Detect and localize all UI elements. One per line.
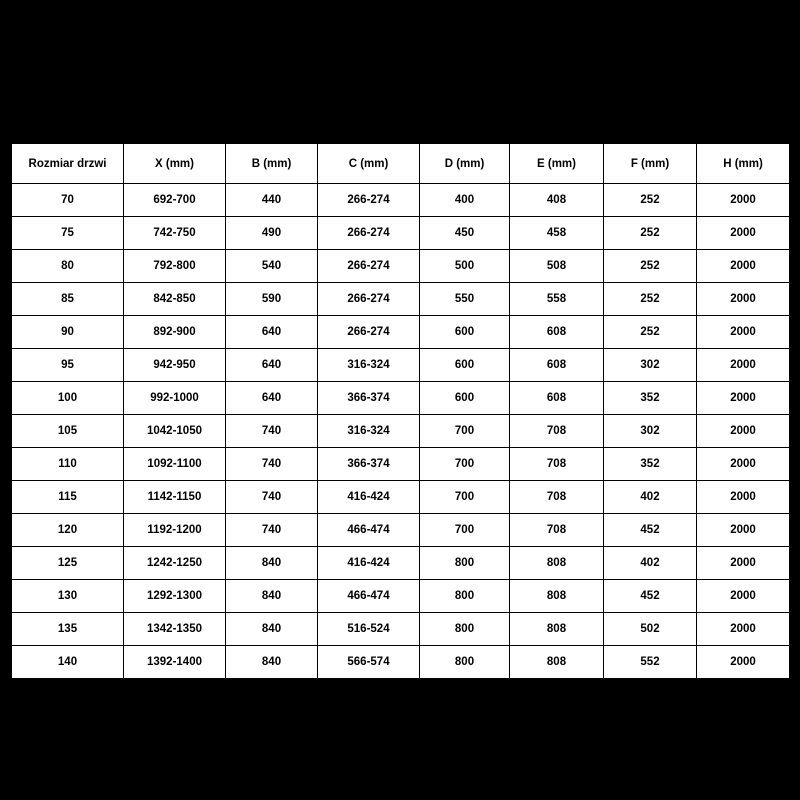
cell-d: 700 xyxy=(420,514,510,547)
cell-b: 840 xyxy=(226,547,318,580)
cell-h: 2000 xyxy=(697,547,790,580)
cell-f: 302 xyxy=(604,415,697,448)
cell-h: 2000 xyxy=(697,448,790,481)
cell-d: 700 xyxy=(420,415,510,448)
cell-e: 708 xyxy=(510,481,604,514)
cell-f: 502 xyxy=(604,613,697,646)
cell-size: 115 xyxy=(12,481,124,514)
cell-h: 2000 xyxy=(697,250,790,283)
cell-c: 316-324 xyxy=(318,415,420,448)
cell-h: 2000 xyxy=(697,646,790,679)
cell-x: 1292-1300 xyxy=(124,580,226,613)
cell-f: 352 xyxy=(604,448,697,481)
cell-f: 452 xyxy=(604,580,697,613)
cell-d: 700 xyxy=(420,448,510,481)
cell-c: 266-274 xyxy=(318,217,420,250)
cell-f: 302 xyxy=(604,349,697,382)
cell-b: 740 xyxy=(226,448,318,481)
cell-b: 540 xyxy=(226,250,318,283)
table-row xyxy=(12,382,790,415)
cell-c: 266-274 xyxy=(318,283,420,316)
cell-d: 600 xyxy=(420,382,510,415)
cell-b: 840 xyxy=(226,613,318,646)
table-row xyxy=(12,580,790,613)
cell-b: 640 xyxy=(226,316,318,349)
dimensions-table xyxy=(11,143,790,679)
cell-e: 708 xyxy=(510,514,604,547)
cell-b: 740 xyxy=(226,415,318,448)
column-header-h: H (mm) xyxy=(697,144,790,184)
cell-f: 552 xyxy=(604,646,697,679)
column-header-x: X (mm) xyxy=(124,144,226,184)
cell-e: 708 xyxy=(510,448,604,481)
cell-e: 808 xyxy=(510,580,604,613)
cell-x: 942-950 xyxy=(124,349,226,382)
cell-c: 266-274 xyxy=(318,250,420,283)
cell-size: 125 xyxy=(12,547,124,580)
cell-d: 450 xyxy=(420,217,510,250)
cell-f: 252 xyxy=(604,250,697,283)
cell-e: 508 xyxy=(510,250,604,283)
cell-d: 600 xyxy=(420,316,510,349)
cell-size: 70 xyxy=(12,184,124,217)
cell-h: 2000 xyxy=(697,283,790,316)
cell-h: 2000 xyxy=(697,382,790,415)
cell-b: 590 xyxy=(226,283,318,316)
cell-x: 1392-1400 xyxy=(124,646,226,679)
column-header-f: F (mm) xyxy=(604,144,697,184)
cell-d: 700 xyxy=(420,481,510,514)
cell-e: 408 xyxy=(510,184,604,217)
cell-c: 516-524 xyxy=(318,613,420,646)
cell-x: 1242-1250 xyxy=(124,547,226,580)
cell-c: 466-474 xyxy=(318,580,420,613)
cell-h: 2000 xyxy=(697,580,790,613)
cell-c: 316-324 xyxy=(318,349,420,382)
cell-b: 740 xyxy=(226,514,318,547)
cell-c: 416-424 xyxy=(318,481,420,514)
cell-f: 452 xyxy=(604,514,697,547)
cell-f: 252 xyxy=(604,184,697,217)
cell-size: 100 xyxy=(12,382,124,415)
cell-x: 992-1000 xyxy=(124,382,226,415)
cell-c: 366-374 xyxy=(318,382,420,415)
table-row xyxy=(12,646,790,679)
column-header-b: B (mm) xyxy=(226,144,318,184)
cell-x: 1192-1200 xyxy=(124,514,226,547)
cell-b: 640 xyxy=(226,349,318,382)
table-row xyxy=(12,349,790,382)
cell-h: 2000 xyxy=(697,514,790,547)
cell-c: 266-274 xyxy=(318,316,420,349)
cell-b: 440 xyxy=(226,184,318,217)
cell-e: 608 xyxy=(510,316,604,349)
cell-d: 800 xyxy=(420,646,510,679)
cell-h: 2000 xyxy=(697,217,790,250)
table-row xyxy=(12,613,790,646)
cell-e: 608 xyxy=(510,349,604,382)
cell-x: 1342-1350 xyxy=(124,613,226,646)
cell-f: 252 xyxy=(604,217,697,250)
dimensions-table-container xyxy=(11,143,789,679)
cell-f: 252 xyxy=(604,283,697,316)
cell-c: 416-424 xyxy=(318,547,420,580)
cell-b: 640 xyxy=(226,382,318,415)
cell-size: 95 xyxy=(12,349,124,382)
table-row xyxy=(12,217,790,250)
cell-d: 550 xyxy=(420,283,510,316)
table-row xyxy=(12,415,790,448)
cell-h: 2000 xyxy=(697,184,790,217)
cell-d: 500 xyxy=(420,250,510,283)
cell-h: 2000 xyxy=(697,349,790,382)
cell-d: 800 xyxy=(420,580,510,613)
cell-b: 840 xyxy=(226,646,318,679)
cell-size: 140 xyxy=(12,646,124,679)
cell-size: 90 xyxy=(12,316,124,349)
cell-c: 366-374 xyxy=(318,448,420,481)
cell-b: 840 xyxy=(226,580,318,613)
cell-b: 740 xyxy=(226,481,318,514)
table-row xyxy=(12,481,790,514)
cell-size: 110 xyxy=(12,448,124,481)
table-row xyxy=(12,316,790,349)
cell-e: 608 xyxy=(510,382,604,415)
table-row xyxy=(12,283,790,316)
cell-size: 135 xyxy=(12,613,124,646)
cell-d: 800 xyxy=(420,547,510,580)
table-header-row xyxy=(12,144,790,184)
cell-size: 85 xyxy=(12,283,124,316)
cell-d: 600 xyxy=(420,349,510,382)
cell-x: 1142-1150 xyxy=(124,481,226,514)
column-header-rozmiar-drzwi: Rozmiar drzwi xyxy=(12,144,124,184)
cell-x: 842-850 xyxy=(124,283,226,316)
cell-f: 402 xyxy=(604,481,697,514)
column-header-c: C (mm) xyxy=(318,144,420,184)
cell-c: 466-474 xyxy=(318,514,420,547)
cell-size: 80 xyxy=(12,250,124,283)
column-header-d: D (mm) xyxy=(420,144,510,184)
cell-x: 1092-1100 xyxy=(124,448,226,481)
cell-e: 708 xyxy=(510,415,604,448)
cell-h: 2000 xyxy=(697,613,790,646)
table-row xyxy=(12,448,790,481)
cell-x: 1042-1050 xyxy=(124,415,226,448)
cell-h: 2000 xyxy=(697,481,790,514)
cell-size: 120 xyxy=(12,514,124,547)
cell-e: 558 xyxy=(510,283,604,316)
cell-f: 352 xyxy=(604,382,697,415)
cell-b: 490 xyxy=(226,217,318,250)
cell-size: 75 xyxy=(12,217,124,250)
cell-c: 566-574 xyxy=(318,646,420,679)
cell-e: 808 xyxy=(510,613,604,646)
table-row xyxy=(12,547,790,580)
cell-d: 800 xyxy=(420,613,510,646)
table-row xyxy=(12,250,790,283)
table-row xyxy=(12,514,790,547)
cell-h: 2000 xyxy=(697,415,790,448)
cell-x: 792-800 xyxy=(124,250,226,283)
table-row xyxy=(12,184,790,217)
cell-f: 402 xyxy=(604,547,697,580)
column-header-e: E (mm) xyxy=(510,144,604,184)
cell-e: 808 xyxy=(510,646,604,679)
cell-x: 742-750 xyxy=(124,217,226,250)
cell-e: 458 xyxy=(510,217,604,250)
cell-x: 692-700 xyxy=(124,184,226,217)
cell-size: 105 xyxy=(12,415,124,448)
cell-x: 892-900 xyxy=(124,316,226,349)
cell-h: 2000 xyxy=(697,316,790,349)
cell-f: 252 xyxy=(604,316,697,349)
cell-e: 808 xyxy=(510,547,604,580)
cell-c: 266-274 xyxy=(318,184,420,217)
cell-d: 400 xyxy=(420,184,510,217)
cell-size: 130 xyxy=(12,580,124,613)
